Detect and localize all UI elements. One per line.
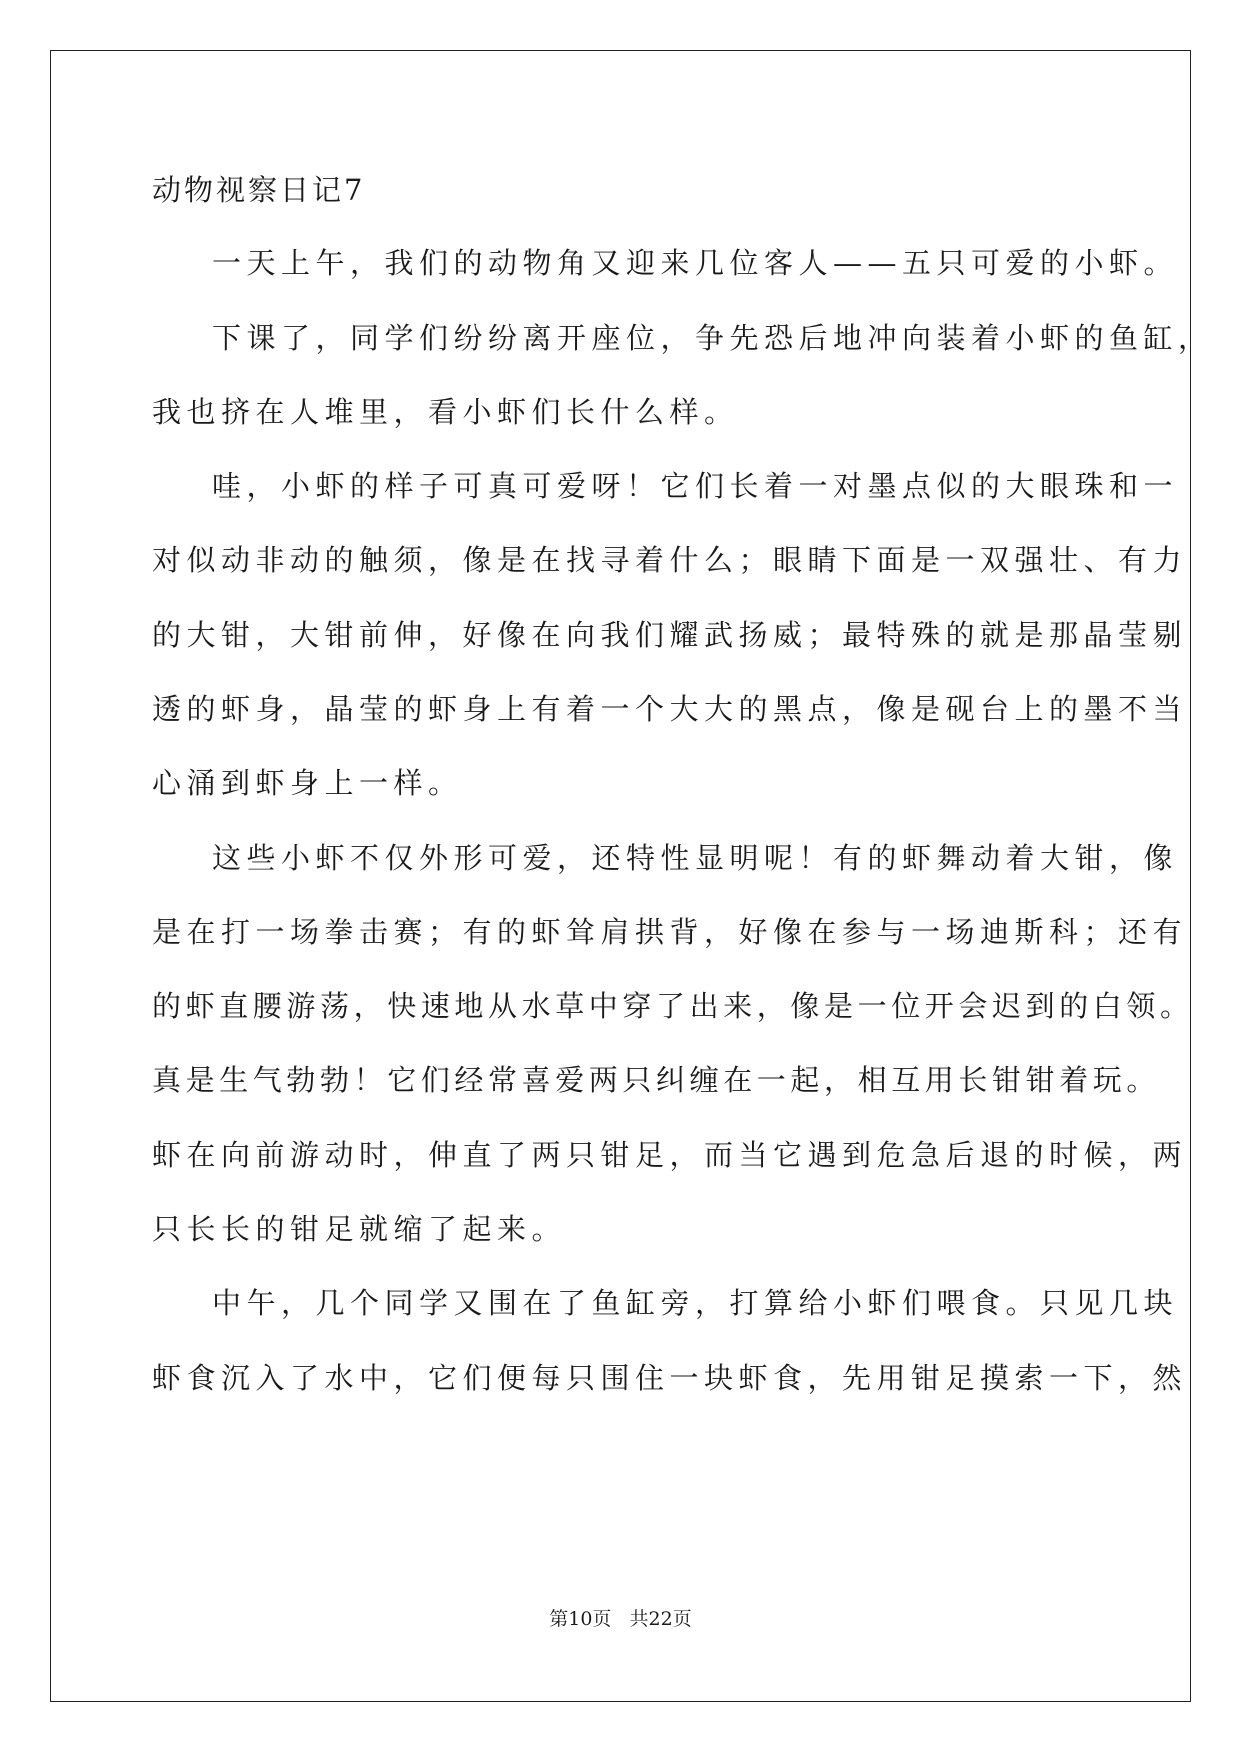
paragraph-line: 心涌到虾身上一样。	[152, 766, 463, 800]
paragraph-line: 下课了，同学们纷纷离开座位，争先恐后地冲向装着小虾的鱼缸，	[212, 321, 1213, 355]
paragraph-line: 这些小虾不仅外形可爱，还特性显明呢！有的虾舞动着大钳，像	[212, 841, 1179, 875]
paragraph-line: 的虾直腰游荡，快速地从水草中穿了出来，像是一位开会迟到的白领。	[152, 989, 1194, 1023]
paragraph-line: 虾食沉入了水中，它们便每只围住一块虾食，先用钳足摸索一下，然	[152, 1361, 1188, 1395]
paragraph-line: 真是生气勃勃！它们经常喜爱两只纠缠在一起，相互用长钳钳着玩。	[152, 1063, 1161, 1097]
paragraph-line: 一天上午，我们的动物角又迎来几位客人——五只可爱的小虾。	[212, 246, 1179, 280]
document-title: 动物视察日记7	[152, 173, 366, 207]
paragraph-line: 只长长的钳足就缩了起来。	[152, 1212, 567, 1246]
paragraph-line: 透的虾身，晶莹的虾身上有着一个大大的黑点，像是砚台上的墨不当	[152, 692, 1188, 726]
paragraph-line: 中午，几个同学又围在了鱼缸旁，打算给小虾们喂食。只见几块	[212, 1286, 1179, 1320]
page-number-label: 第10页 共22页	[549, 1608, 692, 1630]
paragraph-line: 是在打一场拳击赛；有的虾耸肩拱背，好像在参与一场迪斯科；还有	[152, 915, 1188, 949]
paragraph-line: 哇，小虾的样子可真可爱呀！它们长着一对墨点似的大眼珠和一	[212, 469, 1179, 503]
paragraph-line: 对似动非动的触须，像是在找寻着什么；眼睛下面是一双强壮、有力	[152, 543, 1188, 577]
paragraph-line: 我也挤在人堆里，看小虾们长什么样。	[152, 395, 739, 429]
paragraph-line: 虾在向前游动时，伸直了两只钳足，而当它遇到危急后退的时候，两	[152, 1138, 1188, 1172]
paragraph-line: 的大钳，大钳前伸，好像在向我们耀武扬威；最特殊的就是那晶莹剔	[152, 618, 1188, 652]
page-footer	[0, 1606, 1241, 1632]
